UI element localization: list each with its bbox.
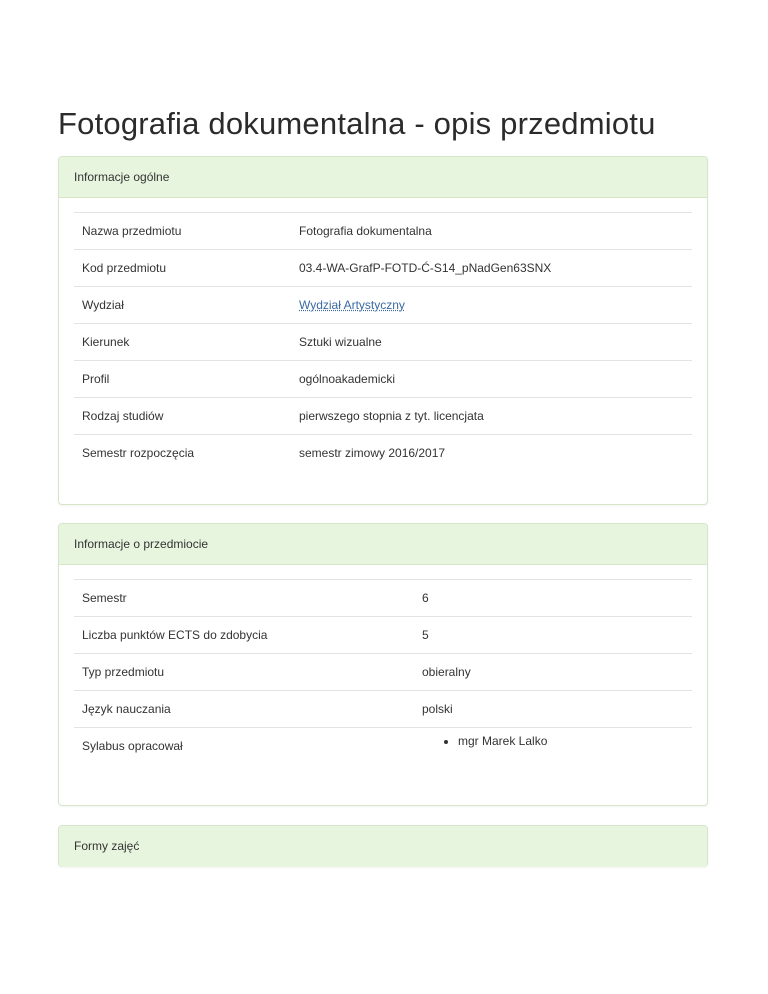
row-value — [291, 287, 692, 324]
table-row — [74, 435, 692, 472]
table-row — [74, 691, 692, 728]
table-row — [74, 361, 692, 398]
class-forms-heading: Formy zajęć — [59, 826, 707, 867]
table-row — [74, 324, 692, 361]
row-value: polski — [422, 702, 453, 716]
row-value: Fotografia dokumentalna — [299, 224, 432, 238]
row-value: 5 — [422, 628, 429, 642]
row-label: Wydział — [82, 298, 124, 312]
row-value — [414, 728, 692, 776]
faculty-link[interactable]: Wydział Artystyczny — [299, 298, 405, 312]
course-info-heading: Informacje o przedmiocie — [59, 524, 707, 565]
row-label: Kod przedmiotu — [82, 261, 167, 275]
row-label: Typ przedmiotu — [82, 665, 165, 679]
table-row — [74, 287, 692, 324]
table-row — [74, 617, 692, 654]
row-label: Semestr — [82, 591, 127, 605]
row-value: Sztuki wizualne — [299, 335, 382, 349]
table-row — [74, 728, 692, 776]
row-value: semestr zimowy 2016/2017 — [299, 446, 446, 460]
table-row — [74, 580, 692, 617]
row-value: pierwszego stopnia z tyt. licencjata — [299, 409, 484, 423]
row-label: Profil — [82, 372, 110, 386]
row-value: 03.4-WA-GrafP-FOTD-Ć-S14_pNadGen63SNX — [299, 261, 552, 275]
row-label: Liczba punktów ECTS do zdobycia — [82, 628, 268, 642]
class-forms-panel — [58, 825, 708, 867]
course-info-table — [74, 579, 692, 775]
general-info-panel — [58, 156, 708, 505]
row-label: Sylabus opracował — [82, 739, 183, 753]
row-label: Rodzaj studiów — [82, 409, 164, 423]
row-label: Język nauczania — [82, 702, 171, 716]
row-label: Semestr rozpoczęcia — [82, 446, 195, 460]
page-title: Fotografia dokumentalna - opis przedmiotu — [58, 106, 656, 141]
table-row — [74, 213, 692, 250]
general-info-table — [74, 212, 692, 471]
row-value: 6 — [422, 591, 429, 605]
row-value: ogólnoakademicki — [299, 372, 396, 386]
table-row — [74, 250, 692, 287]
general-info-heading: Informacje ogólne — [59, 157, 707, 198]
row-label: Nazwa przedmiotu — [82, 224, 182, 238]
list-item: • mgr Marek Lalko — [458, 728, 684, 748]
row-label: Kierunek — [82, 335, 130, 349]
table-row — [74, 654, 692, 691]
table-row — [74, 398, 692, 435]
author-list — [422, 728, 684, 748]
row-value: obieralny — [422, 665, 471, 679]
course-info-panel — [58, 523, 708, 806]
